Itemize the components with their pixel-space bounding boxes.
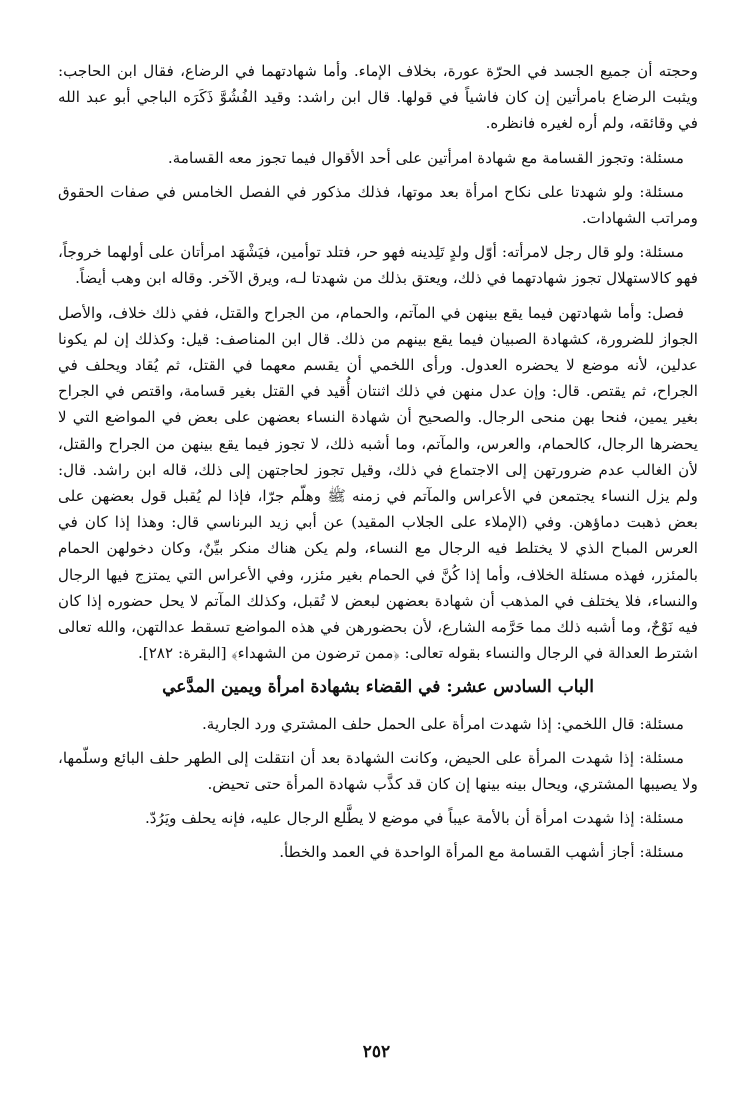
page-number: ٢٥٢	[362, 1042, 391, 1062]
paragraph-fasl-testimony: فصل: وأما شهادتهن فيما يقع بينهن في المآتم، والحمام، من الجراح والقتل، ففي ذلك خلاف، والأصل الجواز للضرورة، كشهادة الصبيان فيما يقع بينهم من ذلك. قال ابن المناصف: قيل: وكذلك إن لم يكونا عدلين، لأنه موضع لا يحضره العدول. ورأى اللخمي أن يقسم معهما في القتل، ثم يُقاد ويحلف في الجراح، ثم يقتص. قال: وإن عدل منهن في ذلك اثنتان أُقيد في القتل بغير قسامة، واقتص في الجراح بغير يمين، فنحا بهن منحى الرجال. والصحيح أن شهادة النساء بعضهن على بعض في المواضع التي لا يحضرها الرجال، كالحمام، والعرس، والمآتم، وما أشبه ذلك، لا تجوز فيما يقع بينهن من الجراح والقتل، لأن الغالب عدم ضرورتهن إلى الاجتماع في ذلك، وقيل تجوز لحاجتهن إلى ذلك، قاله ابن راشد. قال: ولم يزل النساء يجتمعن في الأعراس والمآتم في زمنه ﷺ وهلّم جرّا، فإذا لم يُقبل قول بعضهن على بعض ذهبت دماؤهن. وفي (الإملاء على الجلاب المقيد) عن أبي زيد البرناسي قال: وهذا إذا كان في العرس المباح الذي لا يختلط فيه الرجال مع النساء، ولم يكن هناك منكر بيِّنٌ، وكان دخولهن الحمام بالمئزر، فهذه مسئلة الخلاف، وأما إذا كُنَّ في الحمام بغير مئزر، وفي الأعراس التي يمتزج فيها الرجال والنساء، فلا يختلف في المذهب أن شهادة بعضهن لبعض لا تُقبل، وكذلك المآتم لا يحل حضوره إذا كان فيه نَوْحٌ، وما أشبه ذلك مما حَرَّمه الشارع، لأن بحضورهن في هذه المواضع تسقط عدالتهن، والله تعالى اشترط العدالة في الرجال والنساء بقوله تعالى: ﴿ممن ترضون من الشهداء﴾ [البقرة: ٢٨٢].	[58, 303, 698, 663]
paragraph-intro: وحجته أن جميع الجسد في الحرّة عورة، بخلاف الإماء. وأما شهادتهما في الرضاع، فقال ابن الحاجب: ويثبت الرضاع بامرأتين إن كان فاشياً في قولها. قال ابن راشد: وقيد الفُشُوَّ ذَكَرَه الباجي أبو عبد الله في وقائقه، ولم أره لغيره فانظره.	[58, 62, 698, 133]
paragraph-masala-nikah: مسئلة: ولو شهدتا على نكاح امرأة بعد موتها، فذلك مذكور في الفصل الخامس في صفات الحقوق ومراتب الشهادات.	[58, 182, 698, 228]
paragraph-masala-twins: مسئلة: ولو قال رجل لامرأته: أوّل ولدٍ تَلِدينه فهو حر، فتلد توأمين، فيَشْهَد امرأتان على أولهما خروجاً، فهو كالاستهلال تجوز شهادتهما في ذلك، ويعتق بذلك من شهدتا لـه، ويرق الآخر. وقاله ابن وهب أيضاً.	[58, 243, 698, 288]
page-body	[58, 58, 698, 874]
paragraph-masala-ashhab: مسئلة: أجاز أشهب القسامة مع المرأة الواحدة في العمد والخطأ.	[279, 843, 684, 862]
paragraph-masala-hayd: مسئلة: إذا شهدت المرأة على الحيض، وكانت الشهادة بعد أن انتقلت إلى الطهر حلف البائع وسلّمها، ولا يصيبها المشتري، ويحال بينه بينها إن كان قد كذَّب شهادة المرأة حتى تحيض.	[58, 748, 698, 794]
paragraph-masala-qasama: مسئلة: وتجوز القسامة مع شهادة امرأتين على أحد الأقوال فيما تجوز معه القسامة.	[167, 148, 684, 167]
paragraph-masala-ayb: مسئلة: إذا شهدت امرأة أن بالأمة عيباً في موضع لا يطَّلع الرجال عليه، فإنه يحلف ويَرُدّ.	[144, 809, 684, 828]
chapter-heading: الباب السادس عشر: في القضاء بشهادة امرأة ويمين المدَّعي	[162, 677, 594, 698]
paragraph-masala-haml: مسئلة: قال اللخمي: إذا شهدت امرأة على الحمل حلف المشتري ورد الجارية.	[201, 714, 684, 733]
